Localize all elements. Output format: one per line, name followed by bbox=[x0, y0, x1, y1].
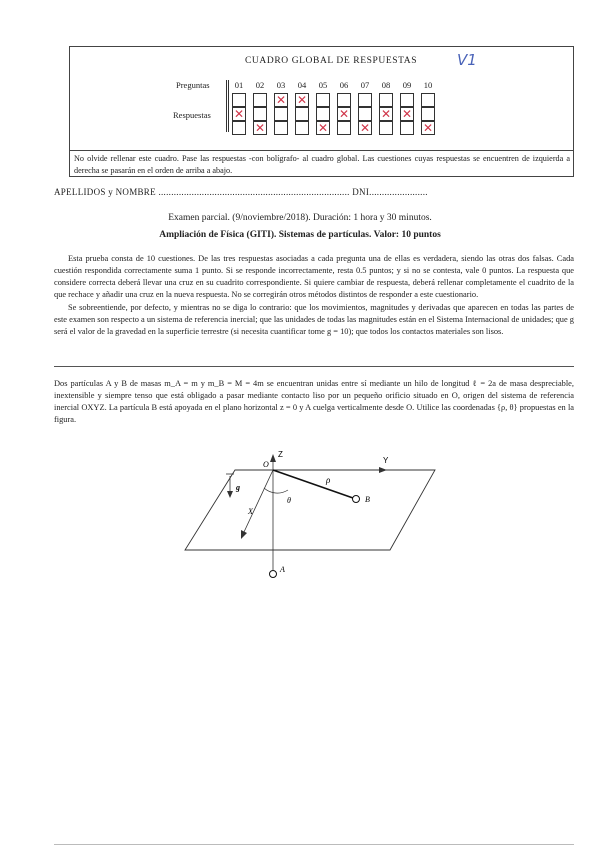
answer-checkbox[interactable] bbox=[295, 93, 309, 107]
answer-box-note: No olvide rellenar este cuadro. Pase las respuestas -con bolígrafo- al cuadro global. Las cuestiones cuyas respuestas se encuentren de izquierda a derecha se pasarán en el orden de arriba a abajo. bbox=[74, 154, 570, 175]
questions-row-label: Preguntas bbox=[176, 80, 210, 90]
answer-checkbox[interactable] bbox=[400, 93, 414, 107]
particle-b bbox=[353, 496, 360, 503]
question-number: 01 bbox=[234, 80, 244, 90]
cross-mark-icon: ✕ bbox=[339, 107, 350, 121]
label-z: Z bbox=[278, 450, 283, 459]
answer-checkbox[interactable] bbox=[274, 107, 288, 121]
x-axis-line bbox=[244, 470, 273, 532]
question-number: 03 bbox=[276, 80, 286, 90]
answer-cells-q07 bbox=[358, 93, 372, 135]
answer-checkbox[interactable] bbox=[253, 107, 267, 121]
instructions-paragraph-2: Se sobreentiende, por defecto, y mientras no se diga lo contrario: que los movimientos, magnitudes y derivadas que aparecen en todas las partes de este examen son respecto a un sistema de referencia inercial; que las unidades de todas las magnitudes están en el Sistema Internacional de unidades; que g será el valor de la gravedad en la superficie terrestre (si necesita cuantificar tome g = 10); que todos los contactos materiales son lisos. bbox=[54, 303, 574, 336]
page-bottom-rule bbox=[54, 844, 574, 845]
answer-box-divider bbox=[69, 150, 574, 151]
cross-mark-icon: ✕ bbox=[423, 121, 434, 135]
cross-mark-icon: ✕ bbox=[381, 107, 392, 121]
answer-checkbox[interactable] bbox=[379, 93, 393, 107]
answer-checkbox[interactable] bbox=[232, 93, 246, 107]
answers-row-label: Respuestas bbox=[173, 110, 211, 120]
answer-checkbox[interactable] bbox=[316, 121, 330, 135]
cross-mark-icon: ✕ bbox=[402, 107, 413, 121]
answer-checkbox[interactable] bbox=[358, 121, 372, 135]
cross-mark-icon: ✕ bbox=[276, 93, 287, 107]
cross-mark-icon: ✕ bbox=[360, 121, 371, 135]
question-number: 05 bbox=[318, 80, 328, 90]
answer-checkbox[interactable] bbox=[253, 121, 267, 135]
question-number: 10 bbox=[423, 80, 433, 90]
answer-checkbox[interactable] bbox=[316, 93, 330, 107]
answer-checkbox[interactable] bbox=[400, 107, 414, 121]
course-info: Ampliación de Física (GITI). Sistemas de partículas. Valor: 10 puntos bbox=[159, 230, 441, 240]
label-theta: θ bbox=[287, 496, 291, 505]
cross-mark-icon: ✕ bbox=[234, 107, 245, 121]
answer-checkbox[interactable] bbox=[295, 107, 309, 121]
cross-mark-icon: ✕ bbox=[255, 121, 266, 135]
answer-checkbox[interactable] bbox=[421, 121, 435, 135]
answer-checkbox[interactable] bbox=[253, 93, 267, 107]
particle-a bbox=[270, 571, 277, 578]
answer-checkbox[interactable] bbox=[337, 107, 351, 121]
label-a: A bbox=[280, 565, 285, 574]
answer-cells-q05 bbox=[316, 93, 330, 135]
handwritten-mark: V1 bbox=[457, 51, 477, 69]
label-divider bbox=[226, 80, 229, 132]
question-number: 04 bbox=[297, 80, 307, 90]
answer-checkbox[interactable] bbox=[337, 121, 351, 135]
answer-cells-q09 bbox=[400, 93, 414, 135]
answer-checkbox[interactable] bbox=[232, 121, 246, 135]
answer-cells-q02 bbox=[253, 93, 267, 135]
string-ob bbox=[273, 470, 353, 498]
answer-checkbox[interactable] bbox=[400, 121, 414, 135]
label-x: X bbox=[248, 507, 253, 516]
answer-cells-q06 bbox=[337, 93, 351, 135]
answer-checkbox[interactable] bbox=[358, 107, 372, 121]
answer-checkbox[interactable] bbox=[379, 121, 393, 135]
answer-checkbox[interactable] bbox=[232, 107, 246, 121]
problem-figure bbox=[180, 440, 440, 585]
answer-cells-q03 bbox=[274, 93, 288, 135]
answer-cells-q01 bbox=[232, 93, 246, 135]
label-o: O bbox=[263, 460, 269, 469]
answer-checkbox[interactable] bbox=[274, 93, 288, 107]
cross-mark-icon: ✕ bbox=[297, 93, 308, 107]
problem-statement: Dos partículas A y B de masas m_A = m y m_B = M = 4m se encuentran unidas entre sí mediante un hilo de longitud ℓ = 2a de masa despreciable, inextensible y siempre tenso que está obligado a pasar mediante contacto liso por un pequeño orificio situado en O, origen del sistema de referencia inercial OXYZ. La partícula B está apoyada en el plano horizontal z = 0 y A cuelga verticalmente desde O. Utilice las coordenadas {ρ, θ} propuestas en la figura. bbox=[54, 379, 574, 424]
z-axis-arrow bbox=[270, 454, 276, 462]
question-number: 08 bbox=[381, 80, 391, 90]
label-b: B bbox=[365, 495, 370, 504]
question-number: 07 bbox=[360, 80, 370, 90]
section-rule bbox=[54, 366, 574, 367]
answer-cells-q08 bbox=[379, 93, 393, 135]
instructions-paragraph-1: Esta prueba consta de 10 cuestiones. De las tres respuestas asociadas a cada pregunta una de ellas es verdadera, siendo las otras dos falsas. Cada cuestión respondida correctamente suma 1 punto. Si se responde incorrectamente, resta 0.5 puntos; y si no se contesta, vale 0 puntos. La respuesta que considere correcta deberá llevar una cruz en su cuadrito correspondiente. Si quiere cambiar de respuesta, deberá rellenar completamente el cuadrito de la que rechace y añadir una cruz en la nueva respuesta. No se corregirán otros métodos distintos de responder a este cuestionario. bbox=[54, 254, 574, 299]
theta-arc bbox=[264, 488, 288, 493]
answer-cells-q10 bbox=[421, 93, 435, 135]
exam-info: Examen parcial. (9/noviembre/2018). Duración: 1 hora y 30 minutos. bbox=[168, 213, 432, 223]
cross-mark-icon: ✕ bbox=[318, 121, 329, 135]
answer-checkbox[interactable] bbox=[274, 121, 288, 135]
answer-cells-q04 bbox=[295, 93, 309, 135]
answer-checkbox[interactable] bbox=[316, 107, 330, 121]
horizontal-plane bbox=[185, 470, 435, 550]
answer-checkbox[interactable] bbox=[358, 93, 372, 107]
answer-box-title: CUADRO GLOBAL DE RESPUESTAS bbox=[245, 56, 418, 66]
answer-checkbox[interactable] bbox=[421, 93, 435, 107]
label-g: g bbox=[236, 483, 240, 492]
answer-checkbox[interactable] bbox=[295, 121, 309, 135]
name-field-line: APELLIDOS y NOMBRE ........................................................................... DNI....................... bbox=[54, 187, 428, 197]
question-number: 09 bbox=[402, 80, 412, 90]
label-y: Y bbox=[383, 456, 389, 465]
answer-checkbox[interactable] bbox=[337, 93, 351, 107]
y-axis-arrow bbox=[379, 467, 387, 473]
answer-checkbox[interactable] bbox=[421, 107, 435, 121]
question-number: 02 bbox=[255, 80, 265, 90]
answer-checkbox[interactable] bbox=[379, 107, 393, 121]
label-rho: ρ bbox=[326, 475, 331, 485]
gravity-arrow-head bbox=[227, 491, 233, 498]
question-number: 06 bbox=[339, 80, 349, 90]
